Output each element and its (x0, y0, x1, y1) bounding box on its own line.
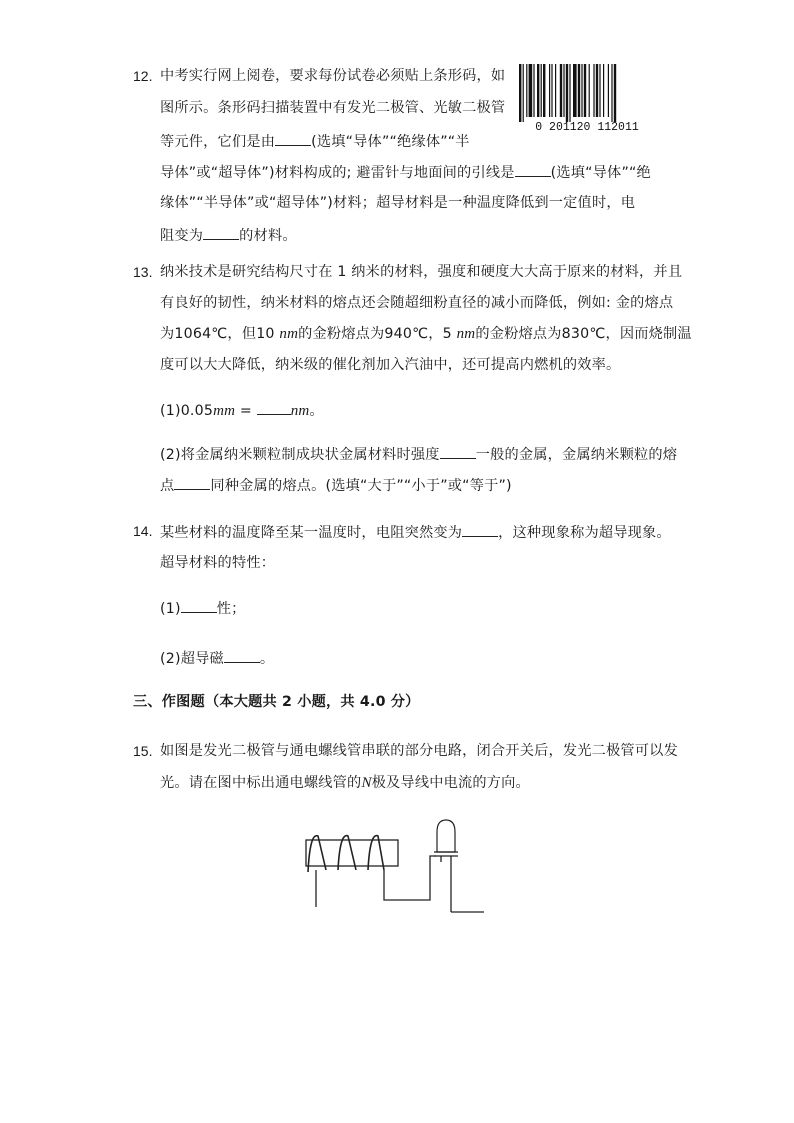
barcode-bar (555, 64, 556, 117)
barcode-bar (533, 64, 534, 117)
q14-line-1 (160, 521, 671, 543)
q13-line-3-text-a: 为1064℃，但10 (160, 326, 280, 342)
led-icon (434, 820, 484, 912)
q15-line-2-text-a: 光。请在图中标出通电螺线管的 (160, 775, 362, 791)
unit-nm: nm (290, 403, 310, 419)
q12-line-3 (160, 130, 470, 152)
barcode-bar (549, 64, 550, 117)
answer-blank[interactable] (515, 161, 551, 177)
barcode-bar (584, 64, 586, 117)
answer-blank[interactable] (181, 597, 217, 613)
q12-line-3-text-b: (选填“导体”“绝缘体”“半 (311, 134, 470, 150)
q12-line-1: 中考实行网上阅卷，要求每份试卷必须贴上条形码，如 (160, 68, 506, 84)
q13-sub-2 (160, 443, 677, 465)
q14-line-1-text-b: ，这种现象称为超导现象。 (498, 525, 671, 541)
q12-line-4 (160, 161, 651, 183)
q14-sub-1 (160, 597, 245, 619)
barcode-bar (593, 64, 594, 117)
section-heading: 三、作图题（本大题共 2 小题，共 4.0 分） (133, 694, 420, 710)
q12-line-6-text-b: 的材料。 (239, 228, 297, 244)
q14-line-1-text-a: 某些材料的温度降至某一温度时，电阻突然变为 (160, 525, 463, 541)
q14-line-2: 超导材料的特性： (160, 555, 276, 571)
barcode-bar (589, 64, 590, 117)
q15-line-2-text-b: 极及导线中电流的方向。 (371, 775, 530, 791)
answer-blank[interactable] (257, 399, 291, 415)
q13-line-2: 有良好的韧性，纳米材料的熔点还会随超细粉直径的减小而降低，例如: 金的熔点 (160, 295, 674, 311)
q12-line-6-text-a: 阻变为 (160, 228, 204, 244)
q13-sub-3-text-a: 点 (160, 478, 175, 494)
q12-line-4-text-a: 导体”或“超导体”)材料构成的; 避雷针与地面间的引线是 (160, 165, 515, 181)
circuit-diagram (300, 812, 490, 922)
barcode-bar (578, 64, 580, 117)
q13-line-1: 纳米技术是研究结构尺寸在 1 纳米的材料，强度和硬度大大高于原来的材料，并且 (160, 264, 683, 280)
barcode-bar (599, 64, 600, 117)
answer-blank[interactable] (275, 130, 311, 146)
q12-line-4-text-b: (选填“导体”“绝 (550, 165, 651, 181)
barcode-bar (573, 64, 577, 117)
q12-line-5: 缘体”“半导体”或“超导体”)材料；超导材料是一种温度降低到一定值时，电 (160, 195, 636, 211)
q13-line-3 (160, 324, 692, 344)
q12-line-3-text-a: 等元件，它们是由 (160, 134, 276, 150)
answer-blank[interactable] (440, 443, 476, 459)
barcode-bar (566, 64, 568, 122)
q13-sub-3 (160, 474, 512, 496)
q12-line-2: 图所示。条形码扫描装置中有发光二极管、光敏二极管 (160, 100, 506, 116)
q13-sub-3-text-b: 同种金属的熔点。(选填“大于”“小于”或“等于”) (210, 478, 512, 494)
variable-n: N (361, 775, 372, 791)
barcode-bar (541, 64, 542, 117)
barcode-bar (523, 64, 524, 122)
question-number-13: 13. (133, 264, 153, 280)
q14-sub-2 (160, 647, 274, 669)
barcode-bar (608, 64, 609, 117)
question-number-15: 15. (133, 743, 153, 759)
q13-sub-2-text-a: (2)将金属纳米颗粒制成块状金属材料时强度 (160, 447, 440, 463)
barcode-bar (560, 64, 562, 117)
barcode-bar (596, 64, 598, 117)
barcode-image (517, 64, 657, 134)
answer-blank[interactable] (462, 521, 498, 537)
equals-sign: = (235, 403, 257, 419)
q14-sub-1-label: (1) (160, 601, 181, 617)
barcode-bars (519, 64, 616, 122)
unit-nm: nm (456, 326, 476, 342)
barcode-bar (526, 64, 527, 117)
q13-line-3-text-c: 的金粉熔点为830℃，因而烧制温 (475, 326, 692, 342)
unit-mm: mm (213, 403, 236, 419)
q15-line-2 (160, 773, 530, 793)
answer-blank[interactable] (224, 647, 260, 663)
answer-blank[interactable] (203, 224, 239, 240)
barcode-bar (614, 64, 616, 122)
answer-blank[interactable] (174, 474, 210, 490)
q13-sub-1 (160, 399, 324, 421)
barcode-bar (519, 64, 521, 122)
q14-sub-2-end: 。 (259, 651, 275, 667)
q13-sub-1-label: (1)0.05 (160, 403, 214, 419)
barcode-bar (543, 64, 545, 117)
barcode-bar (563, 64, 564, 117)
q13-sub-2-text-b: 一般的金属，金属纳米颗粒的熔 (475, 447, 678, 463)
q13-line-4: 度可以大大降低，纳米级的催化剂加入汽油中，还可提高内燃机的效率。 (160, 357, 621, 373)
barcode-bar (611, 64, 612, 122)
barcode-bar (603, 64, 604, 117)
unit-nm: nm (279, 326, 299, 342)
q12-line-6 (160, 224, 297, 246)
barcode-bar (551, 64, 552, 117)
barcode-bar (537, 64, 539, 117)
q14-sub-2-label: (2)超导磁 (160, 651, 224, 667)
question-number-14: 14. (133, 523, 153, 539)
question-number-12: 12. (133, 68, 153, 84)
q14-sub-1-end: 性； (216, 601, 246, 617)
q15-line-1: 如图是发光二极管与通电螺线管串联的部分电路，闭合开关后，发光二极管可以发 (160, 743, 678, 759)
barcode-digits: 0 201120 112011 (535, 121, 639, 134)
barcode-bar (581, 64, 582, 117)
barcode-bar (569, 64, 570, 122)
barcode-bar (529, 64, 533, 117)
q13-line-3-text-b: 的金粉熔点为940℃，5 (298, 326, 457, 342)
q13-sub-1-end: 。 (309, 403, 324, 419)
wire-to-led (384, 856, 436, 900)
